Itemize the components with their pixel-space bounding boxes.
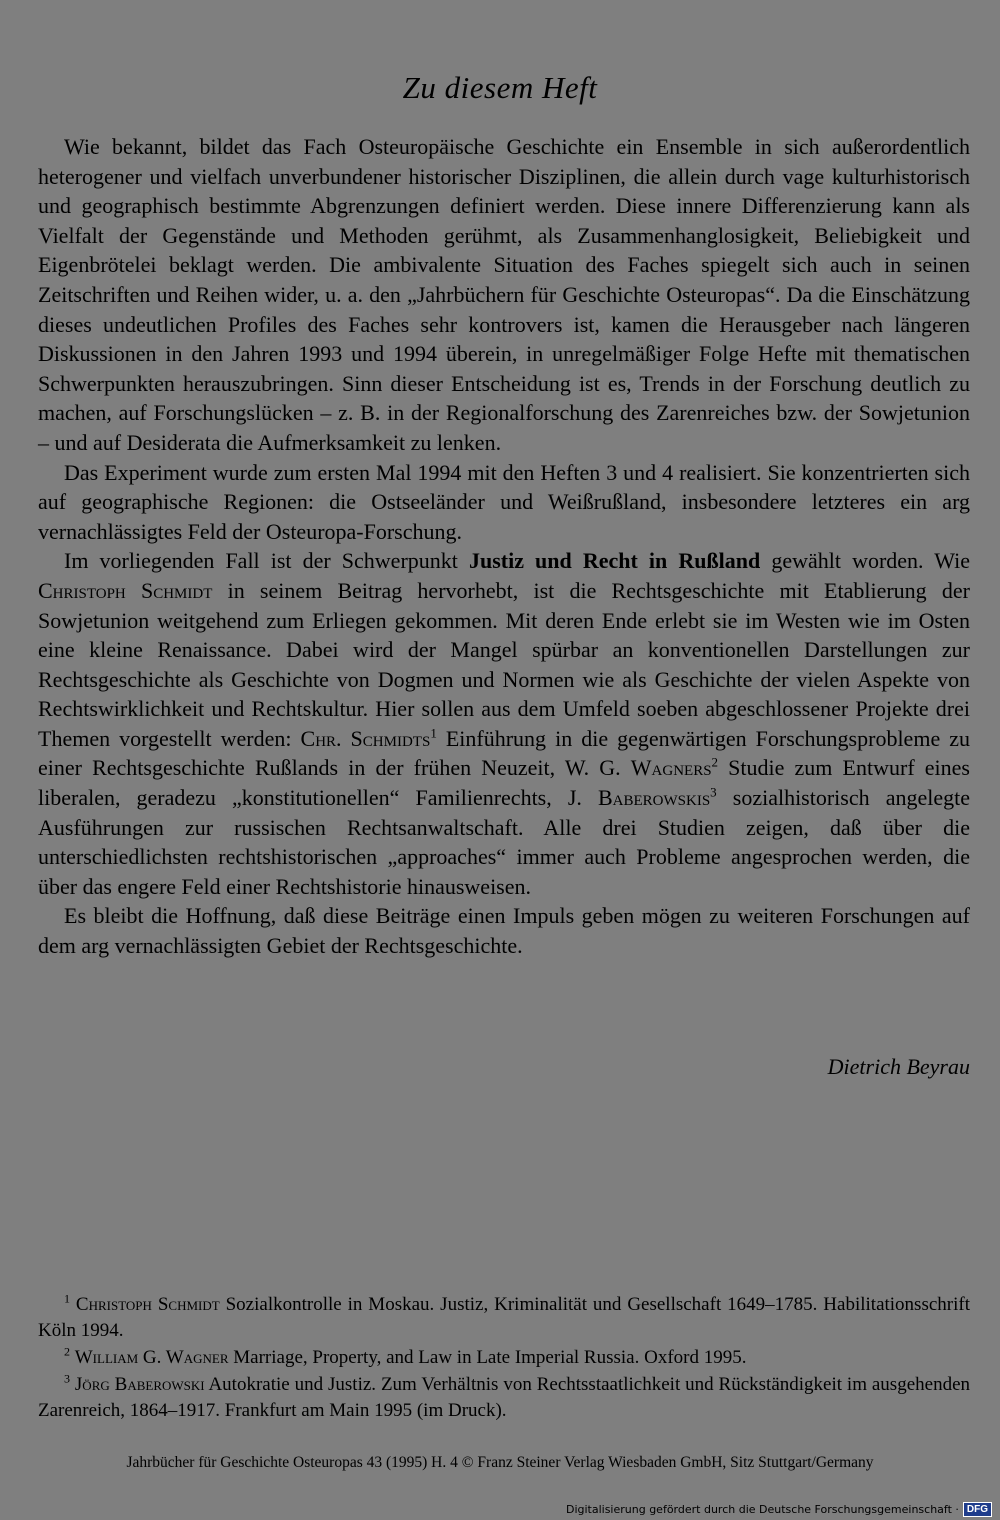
- text-run: in seinem Beitrag hervorhebt, ist die Rechtsgeschichte mit Etablierung der Sowjetunion weitgehend zum Erliegen gekommen. Mit deren Ende erlebt sie im Westen wie im Osten eine kleine Renaissance. Dabei wird der Mangel spürbar an konventionellen Darstellungen zur Rechtsgeschichte als Geschichte von Dogmen und Normen wie als Geschichte der vielen Aspekte von Rechtswirklichkeit und Rechtskultur. Hier sollen aus dem Umfeld soeben abgeschlossener Projekte drei Themen vorgestellt werden:: [38, 577, 970, 751]
- footnote-number: 3: [64, 1371, 70, 1386]
- author-signature: Dietrich Beyrau: [827, 1054, 970, 1079]
- author-name: Chr. Schmidts: [300, 725, 431, 751]
- credit-text: Digitalisierung gefördert durch die Deutsche Forschungsgemeinschaft ·: [565, 1503, 959, 1516]
- emphasis-topic: Justiz und Recht in Rußland: [468, 548, 761, 574]
- footnote-text: Sozialkontrolle in Moskau. Justiz, Kriminalität und Gesellschaft 1649–1785. Habilitationsschrift Köln 1994.: [38, 1294, 970, 1341]
- footnote-number: 1: [64, 1291, 70, 1306]
- text-run: Studie zum Entwurf eines liberalen, geradezu „konstitutionellen“ Familienrechts, J.: [38, 755, 970, 811]
- footnote-ref[interactable]: 1: [430, 725, 437, 741]
- text-run: sozialhistorisch angelegte Ausführungen zur russischen Rechtsanwaltschaft. Alle drei Studien zeigen, daß über die unterschiedlichsten rechtshistorischen „approaches“ immer auch Probleme angesprochen werden, die über das engere Feld einer Rechtshistorie hinausweisen.: [38, 785, 970, 899]
- text-run: Einführung in die gegenwärtigen Forschungsprobleme zu einer Rechtsgeschichte Rußlands in der frühen Neuzeit, W. G.: [38, 725, 971, 781]
- footnote-ref[interactable]: 2: [711, 755, 719, 771]
- dfg-logo-icon[interactable]: DFG: [963, 1502, 992, 1517]
- footnote-author: Christoph Schmidt: [75, 1294, 220, 1315]
- footnote-text: Autokratie und Justiz. Zum Verhältnis von Rechtsstaatlichkeit und Rückständigkeit im ausgehenden Zarenreich, 1864–1917. Frankfurt am Main 1995 (im Druck).: [38, 1374, 971, 1421]
- footnote: [38, 1292, 970, 1344]
- footnote-ref[interactable]: 3: [710, 784, 717, 800]
- journal-citation: Jahrbücher für Geschichte Osteuropas 43 (1995) H. 4 © Franz Steiner Verlag Wiesbaden GmbH, Sitz Stuttgart/Germany: [126, 1454, 874, 1471]
- footnote-number: 2: [64, 1344, 70, 1359]
- footnote: [38, 1372, 970, 1424]
- footnote-author: Jörg Baberowski: [74, 1374, 205, 1395]
- paragraph-2: Das Experiment wurde zum ersten Mal 1994 mit den Heften 3 und 4 realisiert. Sie konzentrierten sich auf geographische Regionen: die Ostseeländer und Weißrußland, insbesondere letzteres ein arg vernachlässigtes Feld der Osteuropa-Forschung.: [38, 459, 970, 544]
- author-name: Christoph Schmidt: [38, 577, 213, 603]
- paragraph-3: [38, 546, 970, 901]
- page-title: Zu diesem Heft: [402, 70, 598, 105]
- article-body: [38, 132, 970, 961]
- author-name: Wagners: [630, 755, 712, 781]
- footnotes: [38, 1292, 970, 1425]
- author-name: Baberowskis: [597, 785, 711, 811]
- footnote: [38, 1345, 970, 1371]
- paragraph-4: Es bleibt die Hoffnung, daß diese Beiträge einen Impuls geben mögen zu weiteren Forschungen auf dem arg vernachlässigten Gebiet der Rechtsgeschichte.: [38, 903, 970, 959]
- footnote-author: William G. Wagner: [74, 1347, 229, 1368]
- paragraph-1: Wie bekannt, bildet das Fach Osteuropäische Geschichte ein Ensemble in sich außerordentlich heterogener und vielfach unverbundener historischer Disziplinen, die allein durch vage kulturhistorisch und geographisch bestimmte Abgrenzungen definiert werden. Diese innere Differenzierung kann als Vielfalt der Gegenstände und Methoden gerühmt, als Zusammenhanglosigkeit, Beliebigkeit und Eigenbrötelei beklagt werden. Die ambivalente Situation des Faches spiegelt sich auch in seinen Zeitschriften und Reihen wider, u. a. den „Jahrbüchern für Geschichte Osteuropas“. Da die Einschätzung dieses undeutlichen Profiles des Faches sehr kontrovers ist, kamen die Herausgeber nach längeren Diskussionen in den Jahren 1993 und 1994 überein, in unregelmäßiger Folge Hefte mit thematischen Schwerpunkten herauszubringen. Sinn dieser Entscheidung ist es, Trends in der Forschung deutlich zu machen, auf Forschungslücken – z. B. in der Regionalforschung des Zarenreiches bzw. der Sowjetunion – und auf Desiderata die Aufmerksamkeit zu lenken.: [38, 134, 970, 455]
- digitization-credit: [566, 1502, 992, 1517]
- footnote-text: Marriage, Property, and Law in Late Imperial Russia. Oxford 1995.: [228, 1347, 747, 1368]
- text-run: gewählt worden. Wie: [760, 548, 970, 574]
- text-run: Im vorliegenden Fall ist der Schwerpunkt: [64, 548, 469, 574]
